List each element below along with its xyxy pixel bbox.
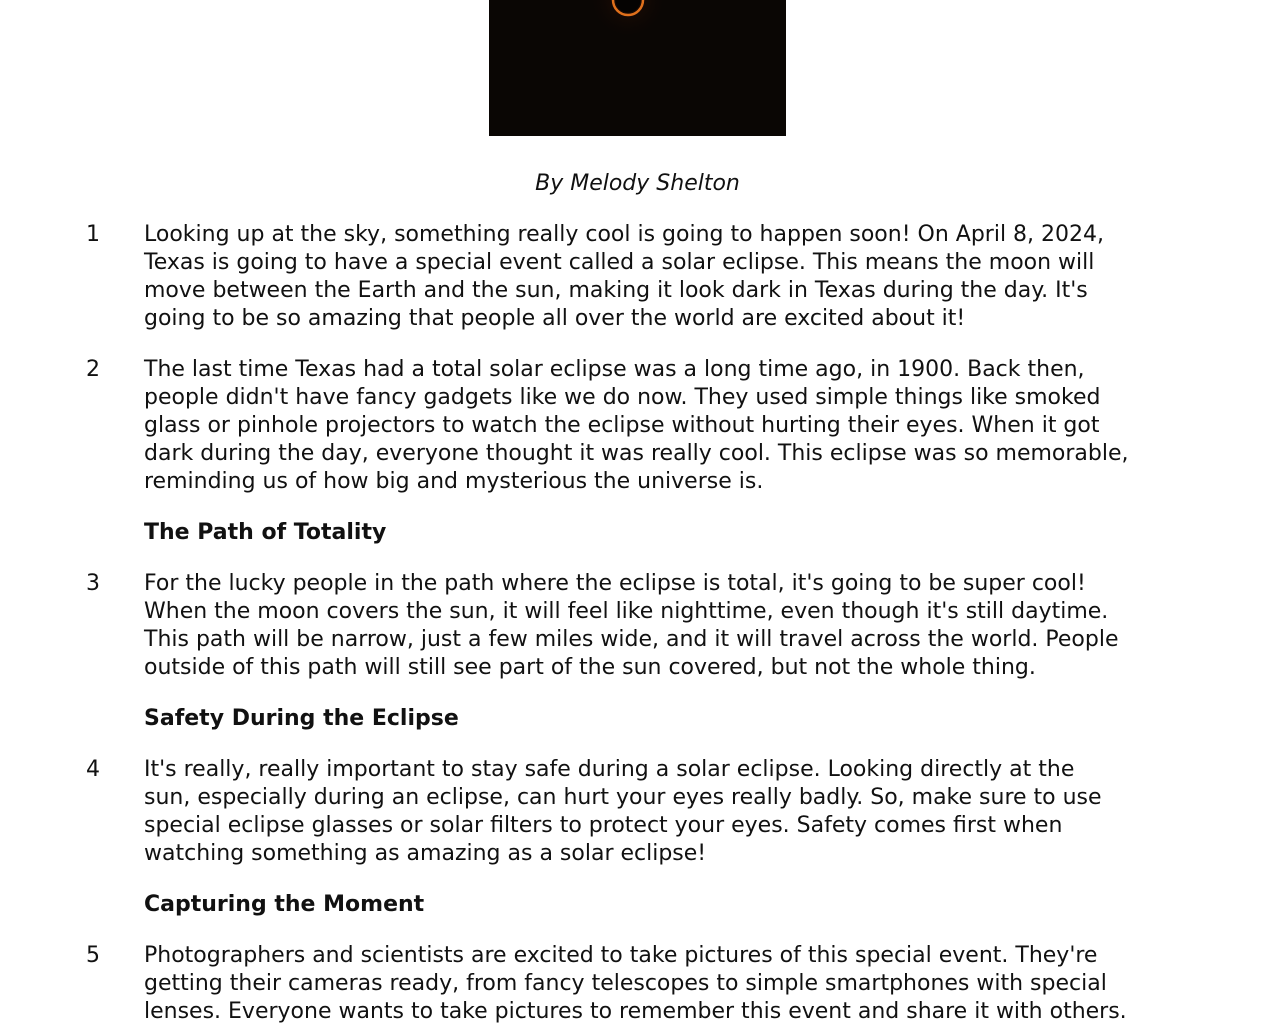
solar-eclipse-photo xyxy=(489,0,786,136)
paragraph-number: 1 xyxy=(86,222,100,247)
paragraph-number: 5 xyxy=(86,943,100,968)
author-byline: By Melody Shelton xyxy=(535,171,740,196)
paragraph-text: The last time Texas had a total solar eclipse was a long time ago, in 1900. Back then, people didn't have fancy gadgets like we do now. They used simple things like smoked glass or pinhole projectors to watch the eclipse without hurting their eyes. When it got dark during the day, everyone thought it was really cool. This eclipse was so memorable, reminding us of how big and mysterious the universe is. xyxy=(144,357,1129,494)
paragraph-text: For the lucky people in the path where the eclipse is total, it's going to be super cool! When the moon covers the sun, it will feel like nighttime, even though it's still daytime. This path will be narrow, just a few miles wide, and it will travel across the world. People outside of this path will still see part of the sun covered, but not the whole thing. xyxy=(144,571,1119,680)
paragraph-text: It's really, really important to stay safe during a solar eclipse. Looking directly at the sun, especially during an eclipse, can hurt your eyes really badly. So, make sure to use special eclipse glasses or solar filters to protect your eyes. Safety comes first when watching something as amazing as a solar eclipse! xyxy=(144,757,1102,866)
paragraph-number: 3 xyxy=(86,571,100,596)
paragraph-number: 4 xyxy=(86,757,100,782)
paragraph-text: Photographers and scientists are excited to take pictures of this special event. They're getting their cameras ready, from fancy telescopes to simple smartphones with special lenses. Everyone wants to take pictures to remember this event and share it with others. xyxy=(144,943,1127,1024)
paragraph-text: Looking up at the sky, something really cool is going to happen soon! On April 8, 2024, Texas is going to have a special event called a solar eclipse. This means the moon will move between the Earth and the sun, making it look dark in Texas during the day. It's going to be so amazing that people all over the world are excited about it! xyxy=(144,222,1105,331)
section-heading-safety: Safety During the Eclipse xyxy=(144,706,459,731)
eclipse-ring-icon xyxy=(489,0,786,136)
paragraph-number: 2 xyxy=(86,357,100,382)
section-heading-capturing-the-moment: Capturing the Moment xyxy=(144,892,425,917)
section-heading-path-of-totality: The Path of Totality xyxy=(144,520,387,545)
